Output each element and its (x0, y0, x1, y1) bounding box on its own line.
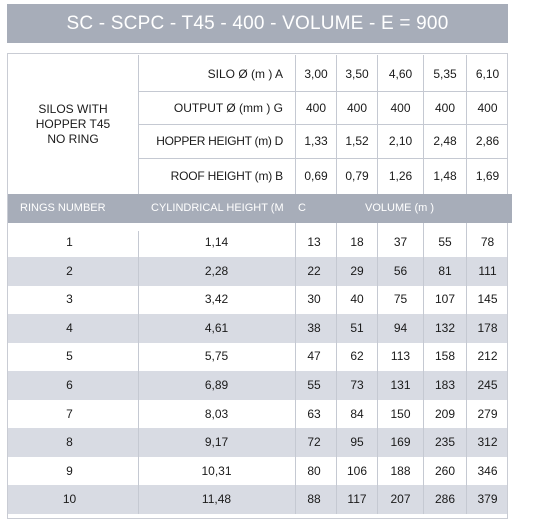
volume-cell: 158 (434, 349, 456, 363)
header-cylindrical-height: CYLINDRICAL HEIGHT (M (151, 202, 284, 214)
volume-cell: 117 (347, 492, 367, 506)
spec-value: 4,60 (388, 67, 413, 81)
volume-cell: 260 (434, 464, 456, 478)
volume-cell: 279 (477, 407, 498, 421)
cylindrical-height-cell: 3,42 (204, 292, 229, 306)
spec-label-silo-diameter: SILO Ø (m ) A (207, 67, 283, 81)
spec-value: 0,79 (345, 169, 369, 183)
c-cell: 88 (307, 492, 321, 506)
volume-cell: 18 (350, 235, 364, 249)
spec-label-roof-height: ROOF HEIGHT (m) B (170, 169, 283, 183)
volume-cell: 40 (350, 292, 364, 306)
volume-cell: 150 (390, 407, 411, 421)
volume-cell: 84 (350, 407, 364, 421)
spec-value: 1,26 (388, 169, 413, 183)
volume-cell: 286 (434, 492, 456, 506)
ring-number-cell: 3 (66, 292, 73, 306)
volume-cell: 107 (434, 292, 456, 306)
volume-cell: 55 (438, 235, 452, 249)
volume-cell: 51 (350, 321, 364, 335)
c-cell: 80 (307, 464, 321, 478)
cylindrical-height-cell: 8,03 (204, 407, 229, 421)
c-cell: 30 (307, 292, 321, 306)
volume-cell: 145 (477, 292, 498, 306)
header-volume: VOLUME (m ) (365, 202, 435, 214)
cylindrical-height-cell: 6,89 (204, 378, 229, 392)
volume-cell: 62 (350, 349, 364, 363)
cylindrical-height-cell: 4,61 (204, 321, 229, 335)
ring-number-cell: 2 (66, 264, 73, 278)
volume-cell: 235 (434, 435, 456, 449)
spec-value: 2,10 (388, 134, 413, 148)
c-cell: 22 (307, 264, 321, 278)
c-cell: 38 (307, 321, 321, 335)
ring-number-cell: 5 (66, 349, 73, 363)
volume-cell: 75 (393, 292, 408, 306)
spec-value: 400 (390, 100, 411, 115)
volume-cell: 346 (477, 464, 498, 478)
cylindrical-height-cell: 2,28 (204, 264, 229, 278)
volume-cell: 56 (393, 264, 408, 278)
spec-value: 1,52 (345, 134, 369, 148)
c-cell: 13 (307, 235, 321, 249)
header-c: C (298, 202, 306, 214)
spec-value: 400 (434, 100, 456, 115)
volume-cell: 178 (477, 321, 498, 335)
spec-value: 6,10 (475, 67, 500, 81)
ring-number-cell: 4 (66, 321, 73, 335)
silos-label-line: SILOS WITH (38, 102, 108, 116)
spec-value: 1,33 (304, 134, 328, 148)
silos-label-line: HOPPER T45 (35, 117, 111, 131)
volume-cell: 379 (477, 492, 498, 506)
volume-cell: 113 (390, 349, 411, 363)
volume-cell: 132 (434, 321, 456, 335)
cylindrical-height-cell: 1,14 (204, 235, 229, 249)
volume-cell: 188 (390, 464, 411, 478)
volume-cell: 169 (390, 435, 411, 449)
volume-cell: 95 (350, 435, 364, 449)
spec-value: 400 (477, 100, 498, 115)
spec-value: 2,48 (433, 134, 457, 148)
volume-cell: 94 (393, 321, 408, 335)
spec-label-output-diameter: OUTPUT Ø (mm ) G (173, 100, 283, 115)
spec-value: 3,00 (304, 67, 328, 81)
c-cell: 55 (307, 378, 321, 392)
c-cell: 47 (307, 349, 321, 363)
volume-cell: 209 (434, 407, 456, 421)
cylindrical-height-cell: 11,48 (201, 492, 232, 506)
silos-label-line: NO RING (47, 132, 99, 146)
ring-number-cell: 7 (66, 407, 73, 421)
cylindrical-height-cell: 10,31 (201, 464, 232, 478)
volume-cell: 111 (478, 264, 497, 278)
header-rings-number: RINGS NUMBER (20, 202, 106, 214)
volume-cell: 78 (480, 235, 495, 249)
spec-value: 400 (346, 100, 368, 115)
cylindrical-height-cell: 9,17 (204, 435, 229, 449)
spec-value: 1,69 (475, 169, 500, 183)
spec-value: 400 (305, 100, 327, 115)
page-title: SC - SCPC - T45 - 400 - VOLUME - E = 900 (7, 4, 508, 43)
ring-number-cell: 1 (66, 235, 73, 249)
volume-cell: 245 (477, 378, 498, 392)
c-cell: 72 (307, 435, 321, 449)
silos-label (8, 55, 138, 194)
spec-value: 2,86 (475, 134, 500, 148)
ring-number-cell: 9 (66, 464, 73, 478)
spec-value: 5,35 (433, 67, 457, 81)
spec-value: 0,69 (304, 169, 328, 183)
volume-cell: 131 (390, 378, 411, 392)
c-cell: 63 (307, 407, 321, 421)
volume-cell: 207 (390, 492, 411, 506)
volume-cell: 29 (350, 264, 364, 278)
volume-cell: 312 (477, 435, 498, 449)
volume-cell: 37 (393, 235, 408, 249)
cylindrical-height-cell: 5,75 (204, 349, 229, 363)
volume-cell: 212 (477, 349, 498, 363)
volume-cell: 183 (434, 378, 456, 392)
ring-number-cell: 8 (66, 435, 73, 449)
volume-cell: 81 (438, 264, 452, 278)
volume-cell: 73 (350, 378, 364, 392)
spec-value: 3,50 (345, 67, 369, 81)
volume-cell: 106 (346, 464, 368, 478)
spec-value: 1,48 (433, 169, 457, 183)
ring-number-cell: 10 (62, 492, 77, 506)
spec-label-hopper-height: HOPPER HEIGHT (m) D (156, 134, 283, 148)
ring-number-cell: 6 (66, 378, 73, 392)
